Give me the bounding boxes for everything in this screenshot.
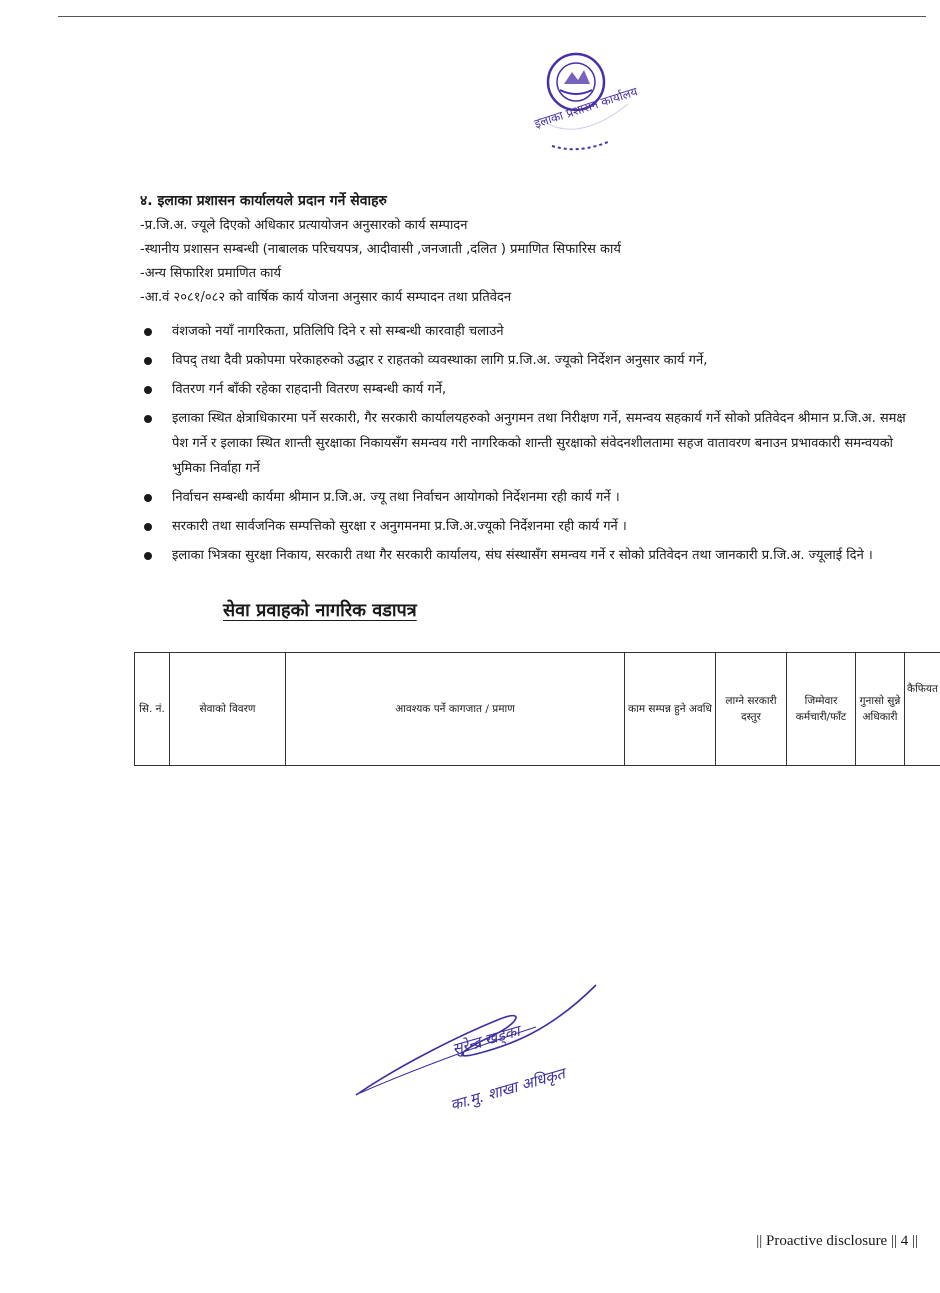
column-header: काम सम्पन्न हुने अवधि xyxy=(625,653,716,766)
list-item-text: सरकारी तथा सार्वजनिक सम्पत्तिको सुरक्षा र अनुगमनमा प्र.जि.अ.ज्यूको निर्देशनमा रही कार्य गर्ने । xyxy=(172,519,627,534)
services-bullet-list xyxy=(140,319,920,572)
column-header: लाग्ने सरकारी दस्तुर xyxy=(716,653,787,766)
page-footer xyxy=(756,1233,918,1250)
column-header: सि. नं. xyxy=(135,653,170,766)
bullet-icon xyxy=(144,386,152,394)
list-item-text: इलाका भित्रका सुरक्षा निकाय, सरकारी तथा गैर सरकारी कार्यालय, संघ संस्थासँग समन्वय गर्ने र सोको प्रतिवेदन तथा जानकारी प्र.जि.अ. ज्यूलाई दिने । xyxy=(172,548,873,563)
signatory-post: का.मु. शाखा अधिकृत xyxy=(448,1064,567,1115)
column-header: गुनासो सुन्ने अधिकारी xyxy=(856,653,905,766)
office-stamp xyxy=(530,46,650,156)
bullet-icon xyxy=(144,328,152,336)
list-item xyxy=(140,348,920,373)
top-rule xyxy=(58,16,926,17)
list-item xyxy=(140,485,920,510)
bullet-icon xyxy=(144,523,152,531)
dash-item: -स्थानीय प्रशासन सम्बन्धी (नाबालक परिचयपत्र, आदीवासी ,जनजाती ,दलित ) प्रमाणित सिफारिस कार्य xyxy=(140,242,621,257)
citizen-charter-table xyxy=(134,652,940,766)
list-item-text: इलाका स्थित क्षेत्राधिकारमा पर्ने सरकारी, गैर सरकारी कार्यालयहरुको अनुगमन तथा निरीक्षण गर्ने, समन्वय सहकार्य गर्ने सोको प्रतिवेदन श्रीमान प्र.जि.अ. समक्ष पेश गर्ने र इलाका स्थित शान्ती सुरक्षाका निकायसँग समन्वय गरी नागरिकको शान्ती सुरक्षाको संवेदनशीलतामा सहज वातावरण बनाउन प्रभावकारी समन्वयको भुमिका निर्वाहा गर्ने xyxy=(172,411,906,476)
section-heading: ४. इलाका प्रशासन कार्यालयले प्रदान गर्ने सेवाहरु xyxy=(140,193,387,209)
list-item-text: वंशजको नयाँ नागरिकता, प्रतिलिपि दिने र सो सम्बन्धी कारवाही चलाउने xyxy=(172,324,504,339)
list-item-text: विपद् तथा दैवी प्रकोपमा परेकाहरुको उद्धार र राहतको व्यवस्थाका लागि प्र.जि.अ. ज्यूको निर्देशन अनुसार कार्य गर्ने, xyxy=(172,353,708,368)
bullet-icon xyxy=(144,357,152,365)
table-header-row xyxy=(135,653,940,766)
list-item xyxy=(140,543,920,568)
column-header: कैफियत xyxy=(905,653,940,766)
column-header: आवश्यक पर्ने कागजात / प्रमाण xyxy=(286,653,625,766)
bullet-icon xyxy=(144,494,152,502)
column-header: जिम्मेवार कर्मचारी/फाँट xyxy=(787,653,856,766)
bullet-icon xyxy=(144,552,152,560)
charter-title: सेवा प्रवाहको नागरिक वडापत्र xyxy=(223,600,417,621)
dash-item: -आ.वं २०८१/०८२ को वार्षिक कार्य योजना अनुसार कार्य सम्पादन तथा प्रतिवेदन xyxy=(140,290,512,305)
list-item xyxy=(140,319,920,344)
dash-item: -प्र.जि.अ. ज्यूले दिएको अधिकार प्रत्यायोजन अनुसारको कार्य सम्पादन xyxy=(140,218,468,233)
dash-item: -अन्य सिफारिश प्रमाणित कार्य xyxy=(140,266,282,281)
stamp-text: इलाका प्रशासन कार्यालय xyxy=(532,84,640,131)
list-item xyxy=(140,514,920,539)
list-item xyxy=(140,406,920,481)
footer-label: Proactive disclosure xyxy=(766,1233,888,1249)
footer-left-mark: || xyxy=(890,1233,897,1249)
signature-scribble xyxy=(340,975,610,1135)
page-number: 4 xyxy=(900,1233,909,1249)
bullet-icon xyxy=(144,415,152,423)
dash-list xyxy=(140,214,621,310)
footer-right-mark: || xyxy=(911,1233,918,1249)
signatory-name: सुरेन्द्र खड्का xyxy=(450,1021,522,1059)
list-item xyxy=(140,377,920,402)
list-item-text: वितरण गर्न बाँकी रहेका राहदानी वितरण सम्बन्धी कार्य गर्ने, xyxy=(172,382,447,397)
column-header: सेवाको विवरण xyxy=(170,653,286,766)
footer-left-mark: || xyxy=(756,1233,763,1249)
list-item-text: निर्वाचन सम्बन्धी कार्यमा श्रीमान प्र.जि.अ. ज्यू तथा निर्वाचन आयोगको निर्देशनमा रही कार्य गर्ने । xyxy=(172,490,620,505)
